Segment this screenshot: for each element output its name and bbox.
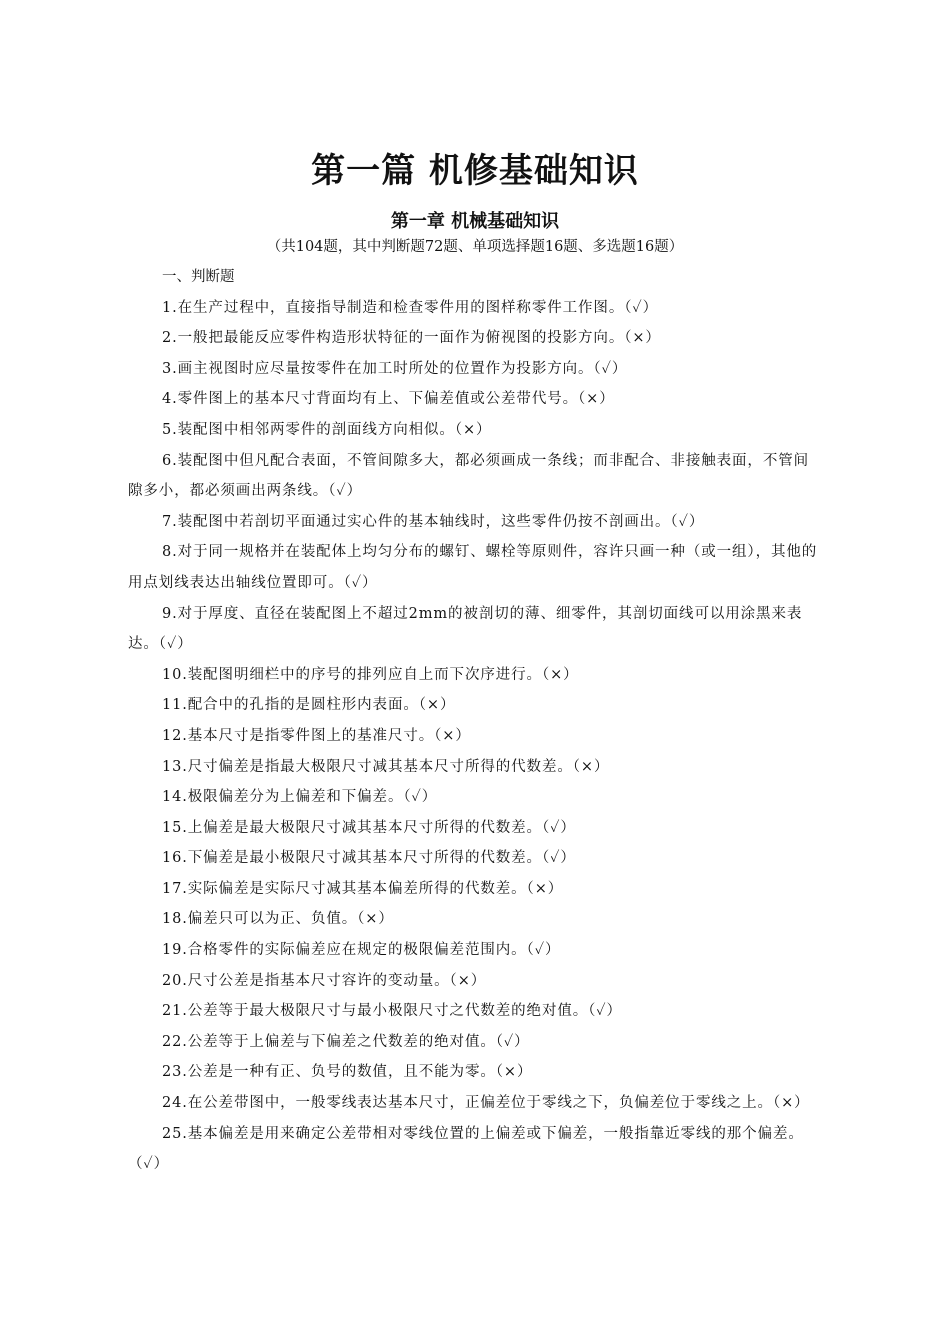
question-item: 13.尺寸偏差是指最大极限尺寸减其基本尺寸所得的代数差。（×） bbox=[162, 758, 610, 775]
question-item: 8.对于同一规格并在装配体上均匀分布的螺钉、螺栓等原则件，容许只画一种（或一组），其他的用点划线表达出轴线位置即可。（✓） bbox=[128, 544, 818, 591]
question-item: 21.公差等于最大极限尺寸与最小极限尺寸之代数差的绝对值。（✓） bbox=[162, 1003, 622, 1020]
question-item: 20.尺寸公差是指基本尺寸容许的变动量。（×） bbox=[162, 972, 487, 989]
question-item: 16.下偏差是最小极限尺寸减其基本尺寸所得的代数差。（✓） bbox=[162, 850, 576, 867]
question-item: 17.实际偏差是实际尺寸减其基本偏差所得的代数差。（×） bbox=[162, 880, 564, 897]
question-item: 1.在生产过程中，直接指导制造和检查零件用的图样称零件工作图。（✓） bbox=[162, 299, 659, 316]
question-item: 23.公差是一种有正、负号的数值，且不能为零。（×） bbox=[162, 1064, 533, 1081]
question-count-line: （共104题，其中判断题72题、单项选择题16题、多选题16题） bbox=[266, 239, 684, 255]
question-item: 5.装配图中相邻两零件的剖面线方向相似。（×） bbox=[162, 421, 492, 438]
part-title: 第一篇 机修基础知识 bbox=[311, 151, 639, 191]
question-item: 15.上偏差是最大极限尺寸减其基本尺寸所得的代数差。（✓） bbox=[162, 819, 576, 836]
question-item: 11.配合中的孔指的是圆柱形内表面。（×） bbox=[162, 697, 456, 714]
question-item: 3.画主视图时应尽量按零件在加工时所处的位置作为投影方向。（✓） bbox=[162, 360, 628, 377]
question-item: 10.装配图明细栏中的序号的排列应自上而下次序进行。（×） bbox=[162, 666, 579, 683]
question-item: 6.装配图中但凡配合表面，不管间隙多大，都必须画成一条线；而非配合、非接触表面，不管间隙多小，都必须画出两条线。（✓） bbox=[128, 452, 810, 500]
question-item: 24.在公差带图中，一般零线表达基本尺寸，正偏差位于零线之下，负偏差位于零线之上。（×） bbox=[162, 1095, 810, 1112]
question-item: 14.极限偏差分为上偏差和下偏差。（✓） bbox=[162, 789, 438, 806]
section-label: 一、判断题 bbox=[162, 269, 235, 285]
question-item: 22.公差等于上偏差与下偏差之代数差的绝对值。（✓） bbox=[162, 1033, 530, 1050]
question-item: 12.基本尺寸是指零件图上的基准尺寸。（×） bbox=[162, 727, 471, 744]
question-item: 7.装配图中若剖切平面通过实心件的基本轴线时，这些零件仍按不剖画出。（✓） bbox=[162, 513, 705, 530]
question-item: 2.一般把最能反应零件构造形状特征的一面作为俯视图的投影方向。（×） bbox=[162, 330, 661, 347]
question-item: 9.对于厚度、直径在装配图上不超过2mm的被剖切的薄、细零件，其剖切面线可以用涂黑来表达。（✓） bbox=[128, 605, 803, 653]
question-item: 25.基本偏差是用来确定公差带相对零线位置的上偏差或下偏差，一般指靠近零线的那个偏差。（✓） bbox=[128, 1125, 804, 1173]
question-item: 19.合格零件的实际偏差应在规定的极限偏差范围内。（✓） bbox=[162, 942, 561, 959]
question-item: 18.偏差只可以为正、负值。（×） bbox=[162, 911, 394, 928]
question-item: 4.零件图上的基本尺寸背面均有上、下偏差值或公差带代号。（×） bbox=[162, 391, 615, 408]
chapter-title: 第一章 机械基础知识 bbox=[390, 211, 560, 232]
question-list bbox=[128, 262, 824, 1180]
